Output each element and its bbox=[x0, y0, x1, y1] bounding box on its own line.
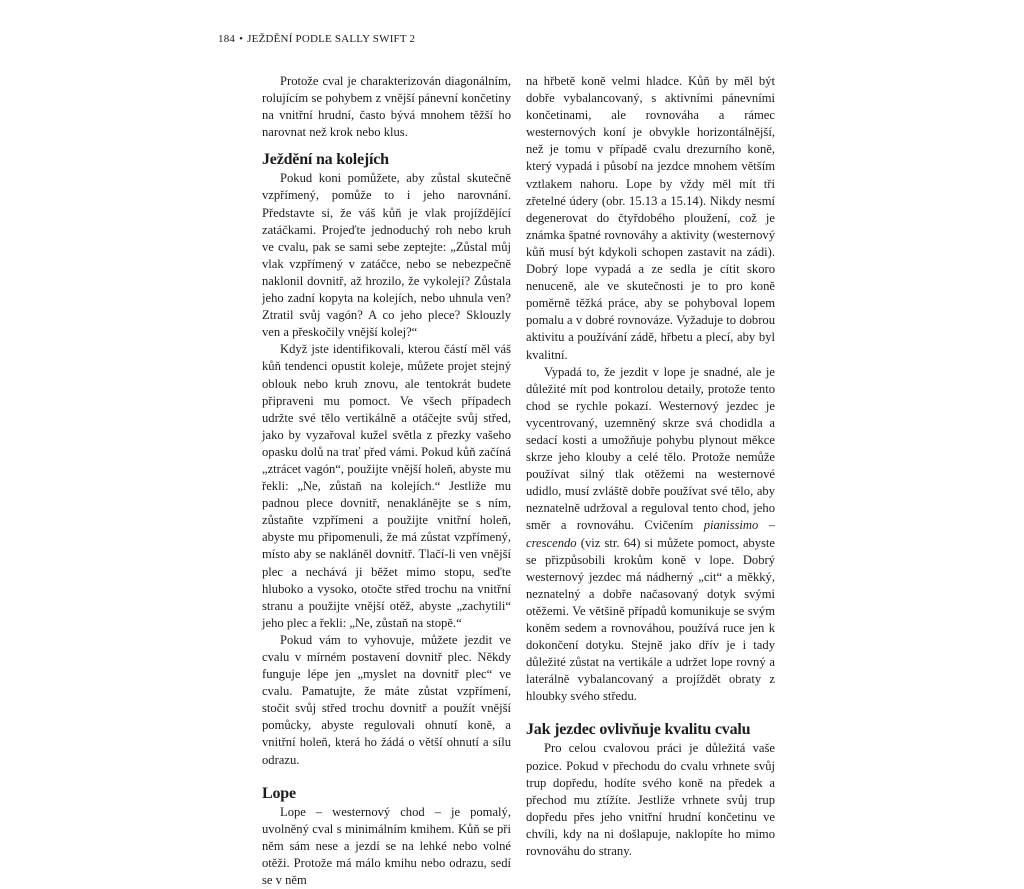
running-header bbox=[218, 33, 415, 45]
header-bullet: • bbox=[239, 33, 244, 45]
paragraph-rails-1: Pokud koni pomůžete, aby zůstal skutečně vzpřímený, pomůže to i jeho narovnání. Představte si, že váš kůň je vlak projíždějící zatáčkami. Projeďte jednoduchý roh nebo kruh ve cvalu, pak se sami sebe zeptejte: „Zůstal můj vlak vzpřímený v zatáčce, nebo se nebezpečně naklonil dovnitř, až hrozilo, že vykolejí? Zůstala jeho zadní kopyta na kolejích, nebo uhnula ven? Ztratil svůj vagón? A co jeho plece? Sklouzly ven a přeskočily vnější kolej?“ bbox=[262, 171, 511, 340]
heading-quality: Jak jezdec ovlivňuje kvalitu cvalu bbox=[526, 721, 751, 739]
paragraph-rails-2: Když jste identifikovali, kterou částí měl váš kůň tendenci opustit koleje, můžete projet stejný oblouk nebo kruh znovu, ale tentokrát budete připraveni mu pomoct. Ve všech případech udržte své tělo vertikálně a otáčejte svůj střed, jako by vyzařoval kužel světla z přezky vašeho opasku dolů na trať před vámi. Pokud kůň začíná „ztrácet vagón“, použijte vnější holeň, abyste mu řekli: „Ne, zůstaň na kolejích.“ Jestliže mu padnou plece dovnitř, nenaklánějte se s ním, zůstaňte vzpřímeni a použijte vnitřní holeň, abyste mu připomenuli, že má zůstat vzpřímený, místo aby se nakláněl dovnitř. Tlačí-li ven vnější plec a nechává ji běžet mimo stopu, seďte hluboko a vysoko, otočte střed trochu na vnitřní stranu a použijte vnější otěž, abyste „zachytili“ jeho plec a řekli: „Ne, zůstaň na stopě.“ bbox=[262, 342, 511, 630]
paragraph-quality: Pro celou cvalovou práci je důležitá vaše pozice. Pokud v přechodu do cvalu vrhnete svůj trup dopředu, hodíte svého koně na předek a přechod mu ztížíte. Jestliže vrhnete svůj trup dopředu přes jeho vnitřní hrudní končetinu ve chvíli, kdy na ni došlapuje, naklopíte ho mimo rovnováhu do strany. bbox=[526, 741, 775, 859]
running-title: JEŽDĚNÍ PODLE SALLY SWIFT 2 bbox=[247, 33, 416, 45]
paragraph-lope-2-part-b: (viz str. 64) si můžete pomoct, abyste se přizpůsobili krokům koně v lope. Dobrý westernový jezdec má nádherný „cit“ a měkký, neznatelný a dobře načasovaný dotyk svými otěžemi. Ve většině případů komunikuje se svým koněm sedem a rovnováhou, používá ruce jen k dokončení dotyku. Stejně jako dřív je i tady důležité zůstat na vertikále a udržet lope rovný a laterálně vybalancovaný a projíždět obraty z hloubky svého středu. bbox=[526, 535, 775, 704]
left-column bbox=[262, 73, 511, 889]
paragraph-lope-2-emphasis: pianissimo – crescendo bbox=[526, 518, 775, 550]
paragraph-lope-2-part-a: Vypadá to, že jezdit v lope je snadné, ale je důležité mít pod kontrolou detaily, protože tento chod se rychle pokazí. Westernový jezdec je vycentrovaný, uzemněný skrze svá chodidla a sedací kosti a umožňuje pohybu plynout měkce skrze jeho klouby a celé tělo. Protože nemůže používat silný tlak otěžemi na westernové udidlo, musí zvláště dobře používat své tělo, aby neznatelně udržoval a reguloval tento chod, jeho směr a rovnováhu. Cvičením bbox=[526, 364, 775, 533]
paragraph-lope-continued: na hřbetě koně velmi hladce. Kůň by měl být dobře vybalancovaný, s aktivními pánevními končetinami, ale rovnováha a rámec westernových koní je obvykle horizontálnější, než je tomu v případě cvalu drezurního koně, který vypadá i působí na jezdce mnohem větším vztlakem nahoru. Lope by vždy měl mít tři zřetelné údery (obr. 15.13 a 15.14). Nikdy nesmí degenerovat do čtyřdobého ploužení, což je známka špatné rovnováhy a aktivity (westernový kůň musí být kdykoli schopen zastavit na zádi). Dobrý lope vypadá a ze sedla je cítit skoro nenuceně, ale ve skutečnosti je to pro koně poměrně těžká práce, aby se pohyboval lopem pomalu a v dobré rovnováze. Vyžaduje to dobrou aktivitu a používání zádě, hřbetu a plecí, aby byl kvalitní. bbox=[526, 74, 775, 362]
heading-lope: Lope bbox=[262, 784, 296, 802]
paragraph-lope-2 bbox=[526, 364, 775, 706]
paragraph-intro: Protože cval je charakterizován diagonálním, rolujícím se pohybem z vnější pánevní končetiny na vnitřní hrudní, často bývá mnohem těžší ho narovnat než krok nebo klus. bbox=[262, 74, 511, 140]
heading-rails: Ježdění na kolejích bbox=[262, 151, 389, 169]
paragraph-lope-start: Lope – westernový chod – je pomalý, uvolněný cval s minimálním kmihem. Kůň se při něm sám nese a jezdí se na lehké nebo volné otěži. Protože má málo kmihu nebo odrazu, sedí se v něm bbox=[262, 804, 511, 888]
page-number: 184 bbox=[218, 33, 236, 45]
paragraph-rails-3: Pokud vám to vyhovuje, můžete jezdit ve cvalu v mírném postavení dovnitř plec. Někdy funguje lépe jen „myslet na dovnitř plec“ ve cvalu. Pamatujte, že máte zůstat vzpřímení, stočit svůj střed trochu dovnitř a použít vnější pomůcky, abyste regulovali ohnutí koně, a vnitřní holeň, která ho žádá o větší ohnutí a sílu odrazu. bbox=[262, 632, 511, 767]
right-column bbox=[526, 73, 775, 860]
